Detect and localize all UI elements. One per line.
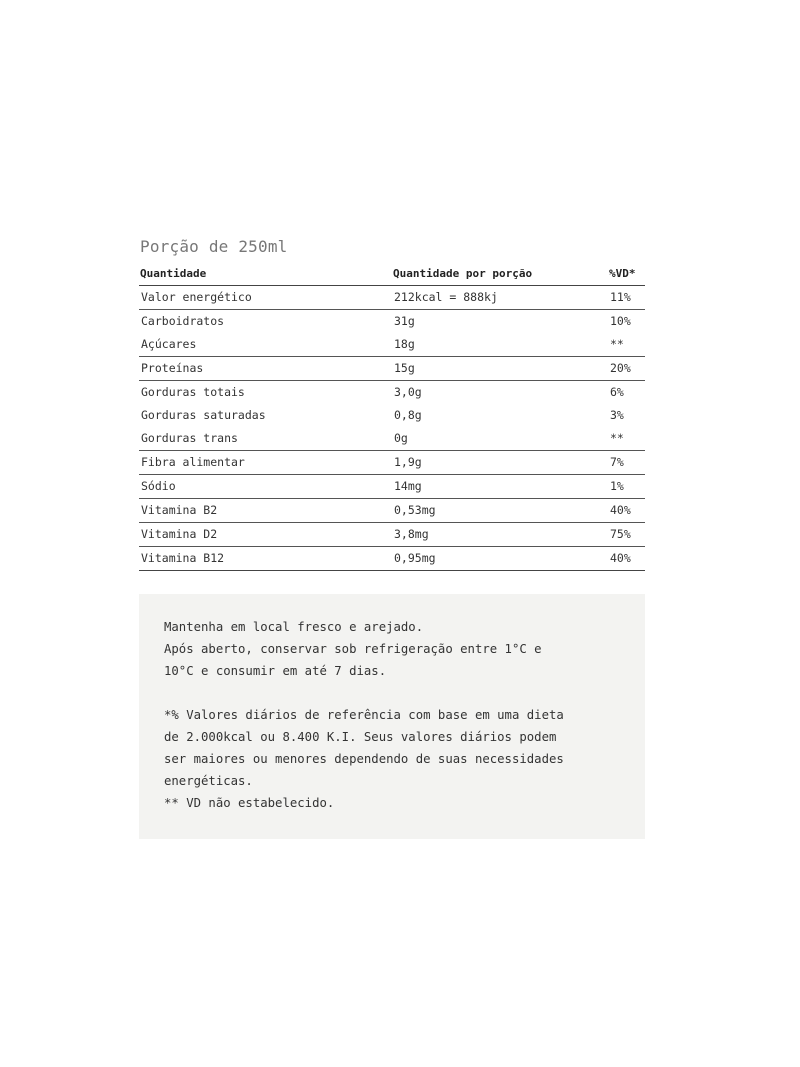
table-row: [139, 427, 645, 451]
table-row: [139, 333, 645, 357]
table-row: [139, 499, 645, 523]
nutrient-amount: 0g: [392, 427, 608, 451]
table-row: [139, 451, 645, 475]
table-row: [139, 475, 645, 499]
nutrient-name: Fibra alimentar: [139, 451, 392, 475]
storage-instructions: Mantenha em local fresco e arejado. Após aberto, conservar sob refrigeração entre 1°C e 10°C e consumir em até 7 dias.: [164, 620, 542, 678]
nutrient-name: Gorduras trans: [139, 427, 392, 451]
nutrient-name: Valor energético: [139, 286, 392, 310]
nutrient-amount: 212kcal = 888kj: [392, 286, 608, 310]
table-row: [139, 357, 645, 381]
table-row: [139, 310, 645, 334]
header-per-portion: Quantidade por porção: [392, 262, 608, 286]
nutrition-table: [139, 262, 645, 571]
nutrient-amount: 3,8mg: [392, 523, 608, 547]
nutrient-amount: 31g: [394, 314, 415, 328]
table-header-row: [139, 262, 645, 286]
header-vd: %VD*: [608, 262, 645, 286]
nutrient-amount: 14mg: [392, 475, 608, 499]
nutrient-vd: 3%: [610, 408, 624, 422]
nutrient-amount: 0,95mg: [392, 547, 608, 571]
portion-title: Porção de 250ml: [140, 237, 288, 256]
nutrient-vd: 10%: [610, 314, 631, 328]
nutrient-name: Gorduras saturadas: [141, 408, 266, 422]
nutrient-name: Vitamina B12: [139, 547, 392, 571]
notes-box: [139, 594, 645, 839]
table-row: [139, 404, 645, 427]
nutrient-vd: 6%: [610, 385, 624, 399]
table-row: [139, 286, 645, 310]
nutrient-vd: **: [608, 333, 645, 357]
vd-footnote: *% Valores diários de referência com base em uma dieta de 2.000kcal ou 8.400 K.I. Seus valores diários podem ser maiores ou menores dependendo de suas necessidades energéticas. ** VD não estabelecido.: [164, 708, 564, 810]
nutrient-vd: 20%: [608, 357, 645, 381]
nutrient-name: Sódio: [139, 475, 392, 499]
nutrient-vd: 11%: [608, 286, 645, 310]
nutrient-amount: 0,53mg: [392, 499, 608, 523]
nutrient-vd: **: [608, 427, 645, 451]
nutrient-vd: 1%: [608, 475, 645, 499]
nutrient-vd: 75%: [608, 523, 645, 547]
table-row: [139, 381, 645, 405]
nutrient-vd: 40%: [608, 547, 645, 571]
table-row: [139, 523, 645, 547]
nutrient-name: Proteínas: [139, 357, 392, 381]
nutrient-amount: 0,8g: [394, 408, 422, 422]
header-quantity: Quantidade: [139, 262, 392, 286]
nutrient-amount: 1,9g: [392, 451, 608, 475]
nutrient-amount: 3,0g: [394, 385, 422, 399]
nutrient-name: Carboidratos: [141, 314, 225, 328]
nutrient-name: Vitamina D2: [139, 523, 392, 547]
nutrient-name: Açúcares: [139, 333, 392, 357]
nutrient-amount: 18g: [392, 333, 608, 357]
nutrient-vd: 7%: [608, 451, 645, 475]
nutrient-amount: 15g: [392, 357, 608, 381]
nutrient-name: Vitamina B2: [139, 499, 392, 523]
nutrient-name: Gorduras totais: [141, 385, 245, 399]
nutrient-vd: 40%: [608, 499, 645, 523]
table-row: [139, 547, 645, 571]
nutrition-panel: [139, 232, 645, 571]
